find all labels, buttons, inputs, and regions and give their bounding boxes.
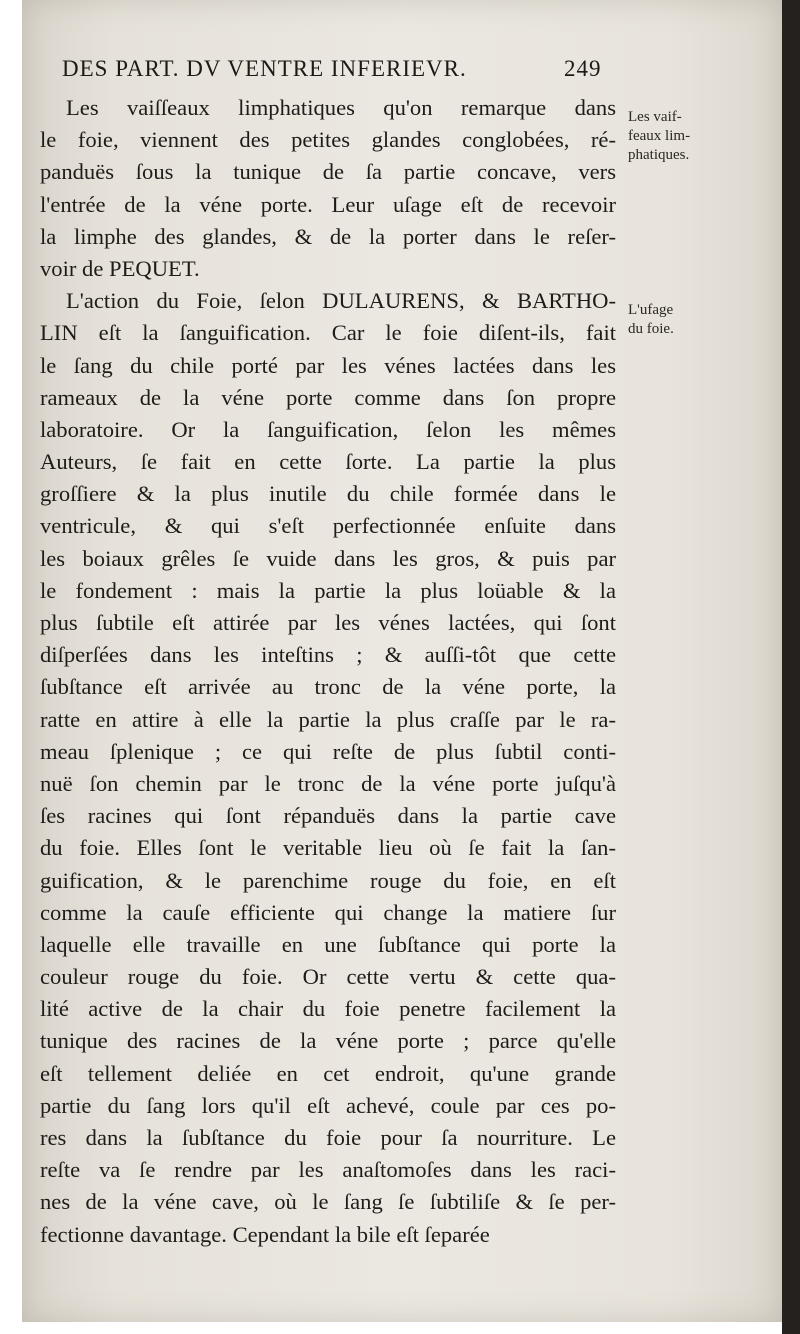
body-text: [40, 92, 616, 1251]
text-line: rameaux de la véne porte comme dans ſon propre: [40, 384, 616, 410]
text-line: ſubſtance eſt arrivée au tronc de la véne porte, la: [40, 674, 616, 700]
margin-note-line: L'ufage: [628, 302, 674, 318]
text-line: le fondement : mais la partie la plus loüable & la: [40, 577, 616, 603]
text-line: guification, & le parenchime rouge du foie, en eſt: [40, 867, 616, 893]
margin-note-vaisseaux: [628, 108, 738, 165]
page-edge: [782, 0, 800, 1334]
running-header: [62, 56, 632, 82]
text-line: ratte en attire à elle la partie la plus craſſe par le ra-: [40, 706, 616, 732]
text-line: laquelle elle travaille en une ſubſtance qui porte la: [40, 931, 616, 957]
margin-note-line: phatiques.: [628, 147, 690, 163]
text-line: groſſiere & la plus inutile du chile formée dans le: [40, 481, 616, 507]
text-line: comme la cauſe efficiente qui change la matiere ſur: [40, 899, 616, 925]
header-title: DES PART. DV VENTRE INFERIEVR.: [62, 56, 467, 81]
text-line: Les vaiſſeaux limphatiques qu'on remarque dans: [66, 95, 616, 120]
text-line: fectionne davantage. Cependant la bile eſt ſeparée: [40, 1221, 490, 1247]
text-line: panduës ſous la tunique de ſa partie concave, vers: [40, 159, 616, 185]
margin-note-line: Les vaif-: [628, 109, 682, 125]
margin-note-usage: [628, 301, 738, 339]
text-line: du foie. Elles ſont le veritable lieu où ſe fait la ſan-: [40, 835, 616, 861]
text-line: reſte va ſe rendre par les anaſtomoſes dans les raci-: [40, 1157, 616, 1183]
text-line: l'entrée de la véne porte. Leur uſage eſt de recevoir: [40, 191, 616, 217]
page-number: 249: [564, 56, 602, 81]
text-line: la limphe des glandes, & de la porter dans le reſer-: [40, 223, 616, 249]
text-line: plus ſubtile eſt attirée par les vénes lactées, qui ſont: [40, 610, 616, 635]
text-line: voir de PEQUET.: [40, 255, 200, 281]
text-line: lité active de la chair du foie penetre facilement la: [40, 996, 616, 1022]
text-line: le ſang du chile porté par les vénes lactées dans les: [40, 352, 616, 378]
margin-note-line: du foie.: [628, 321, 674, 337]
text-line: diſperſées dans les inteſtins ; & auſſi-tôt que cette: [40, 642, 616, 668]
text-line: laboratoire. Or la ſanguification, ſelon les mêmes: [40, 416, 616, 442]
text-line: meau ſplenique ; ce qui reſte de plus ſubtil conti-: [40, 738, 616, 764]
text-line: partie du ſang lors qu'il eſt achevé, coule par ces po-: [40, 1092, 616, 1118]
text-line: res dans la ſubſtance du foie pour ſa nourriture. Le: [40, 1125, 616, 1150]
text-line: le foie, viennent des petites glandes conglobées, ré-: [40, 127, 616, 153]
text-line: LIN eſt la ſanguification. Car le foie diſent-ils, fait: [40, 320, 616, 346]
text-line: ſes racines qui ſont répanduës dans la partie cave: [40, 803, 616, 829]
text-line: ventricule, & qui s'eſt perfectionnée enſuite dans: [40, 513, 616, 539]
margin-note-line: feaux lim-: [628, 128, 691, 144]
text-line: nes de la véne cave, où le ſang ſe ſubtiliſe & ſe per-: [40, 1189, 616, 1215]
text-line: L'action du Foie, ſelon DULAURENS, & BARTHO-: [66, 288, 616, 314]
text-line: les boiaux grêles ſe vuide dans les gros, & puis par: [40, 545, 616, 571]
text-line: couleur rouge du foie. Or cette vertu & cette qua-: [40, 964, 616, 990]
text-line: nuë ſon chemin par le tronc de la véne porte juſqu'à: [40, 770, 616, 796]
text-line: eſt tellement deliée en cet endroit, qu'une grande: [40, 1060, 616, 1086]
text-line: tunique des racines de la véne porte ; parce qu'elle: [40, 1028, 616, 1054]
text-line: Auteurs, ſe fait en cette ſorte. La partie la plus: [40, 449, 616, 475]
